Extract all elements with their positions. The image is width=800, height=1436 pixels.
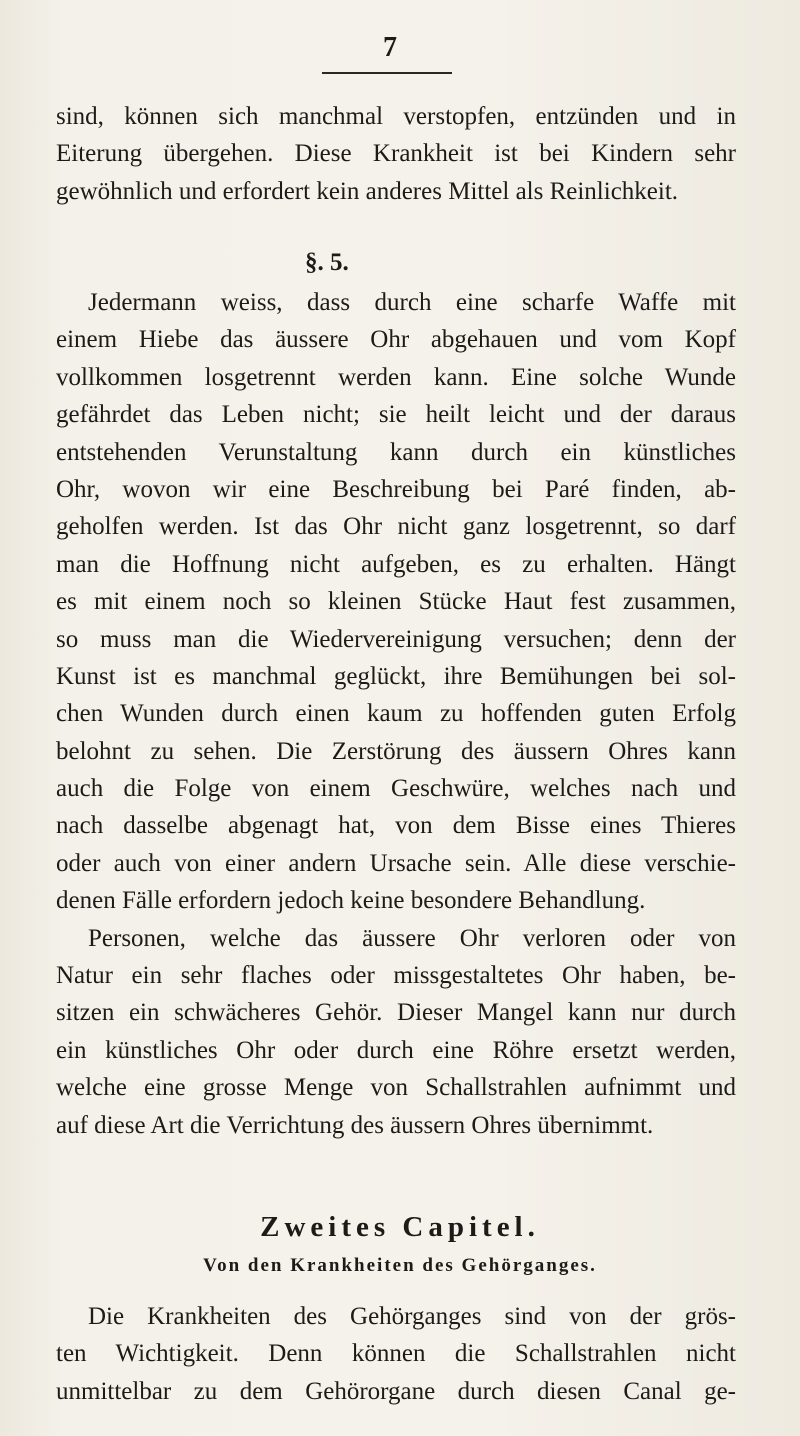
text-line: auch die Folge von einem Geschwüre, welches nach und bbox=[56, 775, 736, 803]
text-line: sitzen ein schwächeres Gehör. Dieser Mangel kann nur durch bbox=[56, 999, 736, 1027]
text-line: Ohr, wovon wir eine Beschreibung bei Paré finden, ab- bbox=[56, 475, 736, 503]
text-line: welche eine grosse Menge von Schallstrahlen aufnimmt und bbox=[56, 1074, 736, 1102]
text-line: Eiterung übergehen. Diese Krankheit ist bei Kindern sehr bbox=[56, 140, 736, 168]
paragraph-main bbox=[56, 284, 736, 1144]
text-line: man die Hoffnung nicht aufgeben, es zu erhalten. Hängt bbox=[56, 550, 736, 578]
paragraph-top bbox=[56, 98, 736, 210]
text-line: gefährdet das Leben nicht; sie heilt leicht und der daraus bbox=[56, 401, 736, 429]
text-line: geholfen werden. Ist das Ohr nicht ganz losgetrennt, so darf bbox=[56, 513, 736, 541]
text-line: nach dasselbe abgenagt hat, von dem Bisse eines Thieres bbox=[56, 812, 736, 840]
text-line: Natur ein sehr flaches oder missgestaltetes Ohr haben, be- bbox=[56, 962, 736, 990]
section-heading: §. 5. bbox=[305, 249, 349, 276]
text-line: gewöhnlich und erfordert kein anderes Mittel als Reinlichkeit. bbox=[56, 177, 679, 205]
text-line: ten Wichtigkeit. Denn können die Schallstrahlen nicht bbox=[56, 1340, 736, 1368]
text-line: auf diese Art die Verrichtung des äussern Ohres übernimmt. bbox=[56, 1111, 654, 1139]
text-line: denen Fälle erfordern jedoch keine besondere Behandlung. bbox=[56, 887, 646, 915]
paragraph-chapter bbox=[56, 1298, 736, 1410]
page-number: 7 bbox=[383, 32, 397, 63]
text-line: chen Wunden durch einen kaum zu hoffenden guten Erfolg bbox=[56, 700, 736, 728]
text-line: es mit einem noch so kleinen Stücke Haut fest zusammen, bbox=[56, 588, 736, 616]
header-rule bbox=[322, 72, 452, 74]
text-line: Die Krankheiten des Gehörganges sind von der grös- bbox=[88, 1303, 736, 1330]
text-line: vollkommen losgetrennt werden kann. Eine solche Wunde bbox=[56, 363, 736, 391]
text-line: oder auch von einer andern Ursache sein. Alle diese verschie- bbox=[56, 849, 736, 877]
text-line: so muss man die Wiedervereinigung versuchen; denn der bbox=[56, 625, 736, 653]
text-line: einem Hiebe das äussere Ohr abgehauen und vom Kopf bbox=[56, 326, 736, 354]
text-line: entstehenden Verunstaltung kann durch ein künstliches bbox=[56, 438, 736, 466]
chapter-subtitle: Von den Krankheiten des Gehörganges. bbox=[203, 1255, 597, 1276]
text-line: belohnt zu sehen. Die Zerstörung des äussern Ohres kann bbox=[56, 737, 736, 765]
text-line: sind, können sich manchmal verstopfen, entzünden und in bbox=[56, 103, 736, 130]
text-line: Kunst ist es manchmal geglückt, ihre Bemühungen bei sol- bbox=[56, 662, 736, 690]
text-line: ein künstliches Ohr oder durch eine Röhre ersetzt werden, bbox=[56, 1036, 736, 1064]
text-line: Personen, welche das äussere Ohr verloren oder von bbox=[88, 924, 736, 952]
text-line: Jedermann weiss, dass durch eine scharfe Waffe mit bbox=[88, 289, 736, 316]
text-line: unmittelbar zu dem Gehörorgane durch diesen Canal ge- bbox=[56, 1377, 736, 1405]
chapter-title: Zweites Capitel. bbox=[260, 1211, 540, 1243]
